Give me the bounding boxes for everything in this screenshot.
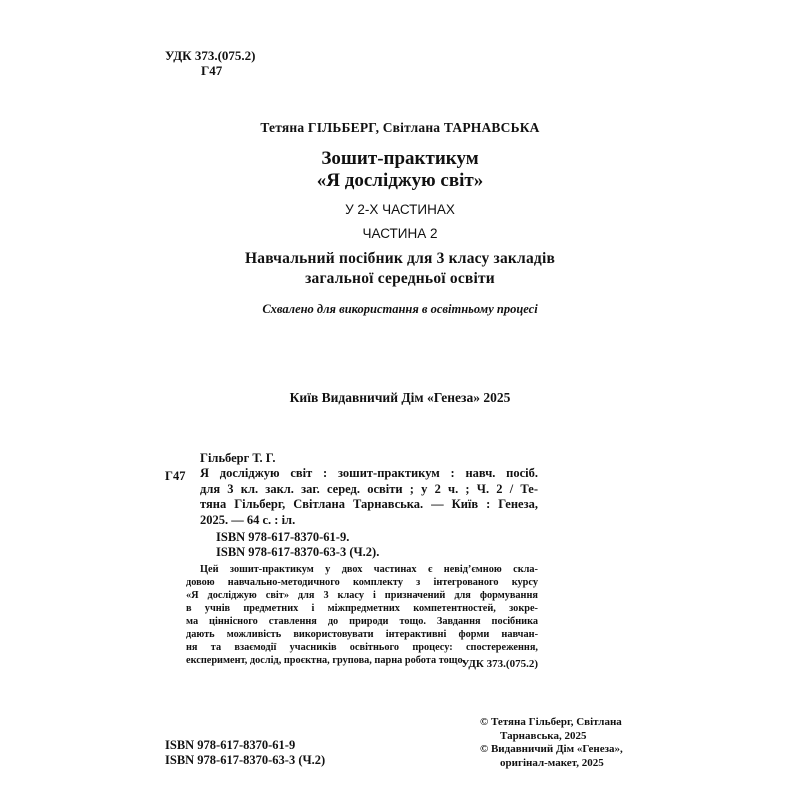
catalog-udk: УДК 373.(075.2) (461, 658, 538, 670)
copyright-line: © Видавничий Дім «Генеза», (480, 743, 623, 755)
catalog-code: Г47 (165, 469, 186, 483)
copyright-block (480, 716, 623, 770)
catalog-line: 2025. — 64 с. : іл. (200, 512, 296, 527)
footer-isbn-1: ISBN 978-617-8370-61-9 (165, 738, 296, 752)
copyright-line: оригінал-макет, 2025 (500, 756, 604, 769)
annotation (186, 563, 538, 667)
approval-note: Схвалено для використання в освітньому процесі (262, 302, 538, 316)
description-line2: загальної середньої освіти (305, 270, 495, 287)
catalog-line: Я досліджую світ : зошит-практикум : навч. посіб. (200, 466, 538, 480)
udk-block (165, 48, 256, 78)
annotation-line: «Я досліджую світ» для 3 класу і призначений для формування (186, 590, 538, 601)
part-number: ЧАСТИНА 2 (362, 226, 438, 241)
annotation-line: експеримент, дослід, проєктна, групова, парна робота тощо. (186, 655, 466, 666)
udk-code: УДК 373.(075.2) (165, 48, 256, 63)
annotation-line: ма ціннісного ставлення до природи тощо. Завдання посібника (186, 616, 538, 627)
copyright-line: Тарнавська, 2025 (500, 729, 587, 742)
footer-isbn-2: ISBN 978-617-8370-63-3 (Ч.2) (165, 753, 326, 767)
publisher-line: Київ Видавничий Дім «Генеза» 2025 (289, 390, 511, 405)
catalog-line: тяна Гільберг, Світлана Тарнавська. — Київ : Генеза, (200, 497, 538, 511)
annotation-line: довою навчально-методичного комплекту з інтегрованого курсу (186, 577, 538, 588)
book-title-line2: «Я досліджую світ» (316, 170, 484, 191)
copyright-line: © Тетяна Гільберг, Світлана (480, 716, 622, 728)
author-mark-code: Г47 (201, 63, 223, 78)
annotation-line: Цей зошит-практикум у двох частинах є невід’ємною скла- (200, 564, 538, 575)
catalog-isbn-2: ISBN 978-617-8370-63-3 (Ч.2). (216, 545, 380, 559)
catalog-line: для 3 кл. закл. заг. серед. освіти ; у 2 ч. ; Ч. 2 / Те- (200, 481, 538, 496)
catalog-description (200, 466, 538, 528)
authors-line: Тетяна ГІЛЬБЕРГ, Світлана ТАРНАВСЬКА (260, 120, 540, 135)
footer-isbn-block (165, 738, 325, 768)
description-line1: Навчальний посібник для 3 класу закладів (244, 250, 556, 267)
annotation-line: дають можливість використовувати інтерактивні форми навчан- (186, 629, 538, 640)
catalog-isbn-1: ISBN 978-617-8370-61-9. (216, 530, 350, 544)
catalog-author: Гільберг Т. Г. (200, 451, 276, 465)
annotation-line: ня та взаємодії учасників освітнього процесу: спостереження, (186, 642, 538, 653)
parts-total: У 2-Х ЧАСТИНАХ (345, 202, 455, 217)
book-title-line1: Зошит-практикум (321, 148, 479, 169)
annotation-line: в учнів предметних і міжпредметних компетентностей, зокре- (186, 603, 538, 614)
